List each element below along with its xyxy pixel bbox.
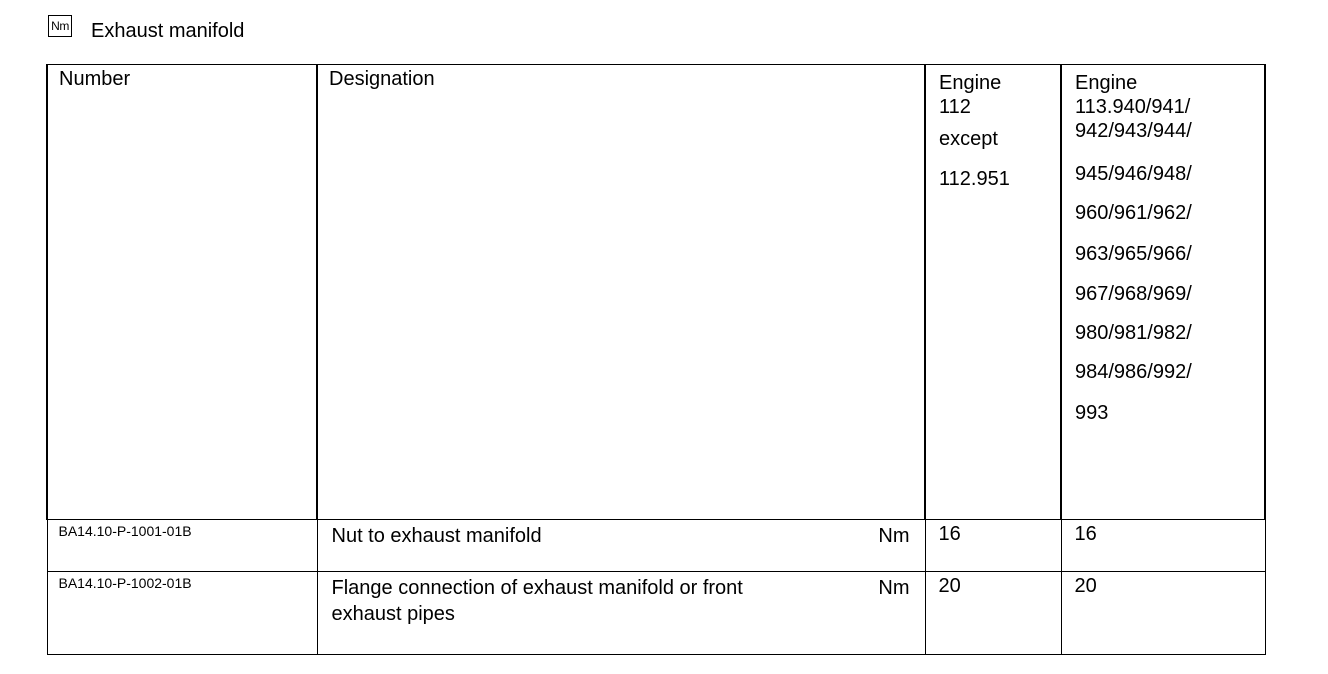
row-number[interactable]: BA14.10-P-1001-01B <box>58 523 192 539</box>
engine-113-line: 967/968/969/ <box>1075 283 1192 305</box>
row-designation-cell <box>317 572 925 655</box>
row-engine-112-cell <box>925 572 1061 655</box>
engine-113-line: 960/961/962/ <box>1075 202 1192 224</box>
row-engine-113-cell <box>1061 520 1265 572</box>
nm-torque-icon: Nm <box>48 15 72 37</box>
engine-112-label <box>926 65 1060 193</box>
header-engine-112 <box>925 65 1061 520</box>
row-unit: Nm <box>878 525 910 547</box>
row-engine-113-value: 16 <box>1074 523 1097 545</box>
engine-112-line: 112.951 <box>939 168 1010 190</box>
table-row <box>47 572 1265 655</box>
engine-113-line: 942/943/944/ <box>1075 120 1192 142</box>
header-designation-label: Designation <box>329 68 435 90</box>
row-engine-112-value: 20 <box>938 575 961 597</box>
row-engine-113-cell <box>1061 572 1265 655</box>
header-engine-113 <box>1061 65 1265 520</box>
table-header-row <box>47 65 1265 520</box>
engine-113-line: 993 <box>1075 402 1109 424</box>
engine-112-line: except <box>939 128 998 150</box>
engine-112-line: Engine <box>939 72 1002 94</box>
row-engine-112-value: 16 <box>938 523 961 545</box>
header-number-label: Number <box>59 68 131 90</box>
row-engine-112-cell <box>925 520 1061 572</box>
row-designation: Nut to exhaust manifold <box>331 525 542 547</box>
engine-113-line: Engine <box>1075 72 1138 94</box>
engine-113-line: 113.940/941/ <box>1075 96 1191 118</box>
engine-113-line: 945/946/948/ <box>1075 163 1192 185</box>
engine-113-label <box>1062 65 1264 434</box>
row-number[interactable]: BA14.10-P-1002-01B <box>58 575 192 591</box>
row-designation-cell <box>317 520 925 572</box>
torque-spec-table <box>46 64 1266 655</box>
row-number-cell <box>47 520 317 572</box>
table-row <box>47 520 1265 572</box>
engine-113-line: 980/981/982/ <box>1075 322 1192 344</box>
engine-113-line: 963/965/966/ <box>1075 243 1192 265</box>
row-engine-113-value: 20 <box>1074 575 1097 597</box>
header-designation <box>317 65 925 520</box>
engine-112-line: 112 <box>939 96 971 118</box>
section-title: Exhaust manifold <box>91 20 245 42</box>
header-number <box>47 65 317 520</box>
engine-113-line: 984/986/992/ <box>1075 361 1192 383</box>
row-unit: Nm <box>878 577 910 599</box>
row-designation: Flange connection of exhaust manifold or front exhaust pipes <box>331 577 743 625</box>
row-number-cell <box>47 572 317 655</box>
